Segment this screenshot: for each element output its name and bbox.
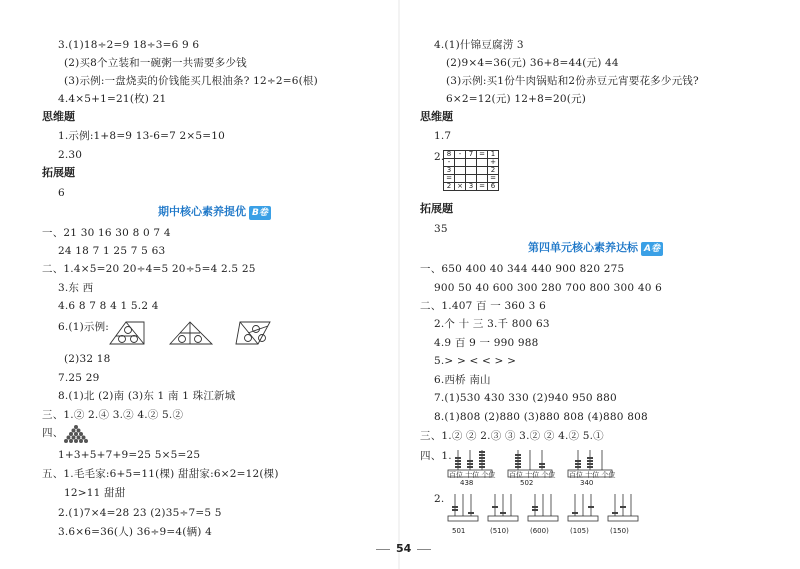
answer-line: 1+3+5+7+9=25 5×5=25 — [58, 449, 201, 461]
grid-cell: = — [477, 183, 488, 191]
abacus-value: 502 — [520, 479, 534, 487]
answer-line: 一、650 400 40 344 440 900 820 275 — [420, 263, 625, 275]
section-banner — [158, 205, 271, 220]
grid-cell: 2 — [488, 167, 499, 175]
answer-line: 35 — [434, 223, 448, 235]
grid-cell: 3 — [466, 183, 477, 191]
answer-line: 8.(1)北 (2)南 (3)东 1 南 1 珠江新城 — [58, 390, 236, 402]
grid-cell — [455, 159, 466, 167]
grid-cell — [477, 167, 488, 175]
grid-cell: 1 — [488, 151, 499, 159]
page-number-value: 54 — [396, 542, 412, 555]
answer-line: 三、1.② ② 2.③ ③ 3.② ② 4.② 5.① — [420, 430, 604, 442]
grid-cell: = — [488, 175, 499, 183]
answer-line: 二、1.4×5=20 20÷4=5 20÷5=4 2.5 25 — [42, 263, 256, 275]
answer-line: 1.7 — [434, 130, 452, 142]
answer-line: 6.西桥 南山 — [434, 374, 491, 386]
abacus-place-labels: 百位 十位 个位 — [569, 471, 616, 479]
answer-line: 2.30 — [58, 149, 83, 161]
page-number-dash — [417, 549, 431, 550]
answer-line: (3)示例:买1份牛肉锅贴和2份赤豆元宵要花多少元钱? — [446, 75, 699, 87]
number-grid — [443, 150, 499, 191]
grid-cell — [455, 167, 466, 175]
answer-line: 900 50 40 600 300 280 700 800 300 40 6 — [434, 282, 663, 294]
grid-cell: = — [477, 151, 488, 159]
section-heading: 思维题 — [420, 110, 453, 123]
grid-cell: = — [444, 175, 455, 183]
answer-line: 四、 — [42, 427, 64, 439]
answer-line: (2)32 18 — [64, 353, 111, 365]
grid-cell: - — [455, 151, 466, 159]
answer-line: 一、21 30 16 30 8 0 7 4 — [42, 227, 171, 239]
abacus-place-labels: 百位 十位 个位 — [449, 471, 496, 479]
grid-cell — [466, 167, 477, 175]
abacus-row-2 — [446, 490, 646, 528]
answer-line: 3.(1)18÷2=9 18÷3=6 9 6 — [58, 39, 200, 51]
abacus-value: (105) — [570, 527, 589, 535]
abacus-value: 340 — [580, 479, 594, 487]
answer-line: (2)9×4=36(元) 36+8=44(元) 44 — [446, 57, 619, 69]
answer-line: 四、1. — [420, 450, 452, 462]
answer-line: 4.(1)什锦豆腐涝 3 — [434, 39, 524, 51]
grid-cell: + — [488, 159, 499, 167]
answer-line: 12>11 甜甜 — [64, 487, 126, 499]
grid-cell: 7 — [466, 151, 477, 159]
answer-line: 2.(1)7×4=28 23 (2)35÷7=5 5 — [58, 507, 222, 519]
banner-title: 期中核心素养提优 — [158, 205, 246, 218]
grid-cell: 3 — [444, 167, 455, 175]
answer-line: 6 — [58, 187, 65, 199]
answer-line: 五、1.毛毛家:6+5=11(棵) 甜甜家:6×2=12(棵) — [42, 468, 279, 480]
answer-line: (2)买8个立装和一碗粥一共需要多少钱 — [64, 57, 247, 69]
grid-cell — [466, 159, 477, 167]
answer-line: 3.东 西 — [58, 282, 94, 294]
answer-line: 8.(1)808 (2)880 (3)880 808 (4)880 808 — [434, 411, 648, 423]
answer-line: 三、1.② 2.④ 3.② 4.② 5.② — [42, 409, 184, 421]
answer-line: 4.4×5+1=21(枚) 21 — [58, 93, 167, 105]
answer-line: 5.> > < < > > — [434, 355, 517, 367]
answer-line: 6.(1)示例: — [58, 321, 110, 333]
grid-cell: 2 — [444, 183, 455, 191]
answer-line: 6×2=12(元) 12+8=20(元) — [446, 93, 587, 105]
answer-line: 7.25 29 — [58, 372, 100, 384]
grid-cell — [477, 159, 488, 167]
abacus-place-labels: 百位 十位 个位 — [509, 471, 556, 479]
banner-badge: A卷 — [641, 242, 663, 256]
abacus-value: (600) — [530, 527, 549, 535]
answer-line: 24 18 7 1 25 7 5 63 — [58, 245, 166, 257]
page-gutter — [398, 0, 400, 569]
answer-line: 二、1.407 百 一 360 3 6 — [420, 300, 546, 312]
grid-row — [444, 183, 499, 191]
answer-line: 2. — [434, 151, 445, 163]
abacus-value: (150) — [610, 527, 629, 535]
answer-line: 3.6×6=36(人) 36÷9=4(辆) 4 — [58, 526, 212, 538]
answer-line: 7.(1)530 430 330 (2)940 950 880 — [434, 392, 617, 404]
grid-cell: - — [444, 159, 455, 167]
answer-line: 4.9 百 9 一 990 988 — [434, 337, 539, 349]
page-number — [370, 542, 437, 555]
abacus-value: 501 — [452, 527, 466, 535]
section-heading: 拓展题 — [42, 166, 75, 179]
section-banner — [528, 241, 663, 256]
banner-title: 第四单元核心素养达标 — [528, 241, 638, 254]
section-heading: 思维题 — [42, 110, 75, 123]
ball-stack-figure — [58, 424, 94, 444]
banner-badge: B卷 — [249, 206, 271, 220]
abacus-value: (510) — [490, 527, 509, 535]
answer-line: 1.示例:1+8=9 13-6=7 2×5=10 — [58, 130, 226, 142]
grid-cell: 8 — [444, 151, 455, 159]
abacus-value: 438 — [460, 479, 474, 487]
tangram-figures — [108, 318, 278, 348]
grid-cell: × — [455, 183, 466, 191]
answer-line: (3)示例:一盘烧卖的价钱能买几根油条? 12÷2=6(根) — [64, 75, 318, 87]
page-number-dash — [376, 549, 390, 550]
answer-line: 4.6 8 7 8 4 1 5.2 4 — [58, 300, 159, 312]
grid-cell: 6 — [488, 183, 499, 191]
answer-line: 2. — [434, 493, 445, 505]
section-heading: 拓展题 — [420, 202, 453, 215]
answer-line: 2.个 十 三 3.千 800 63 — [434, 318, 550, 330]
